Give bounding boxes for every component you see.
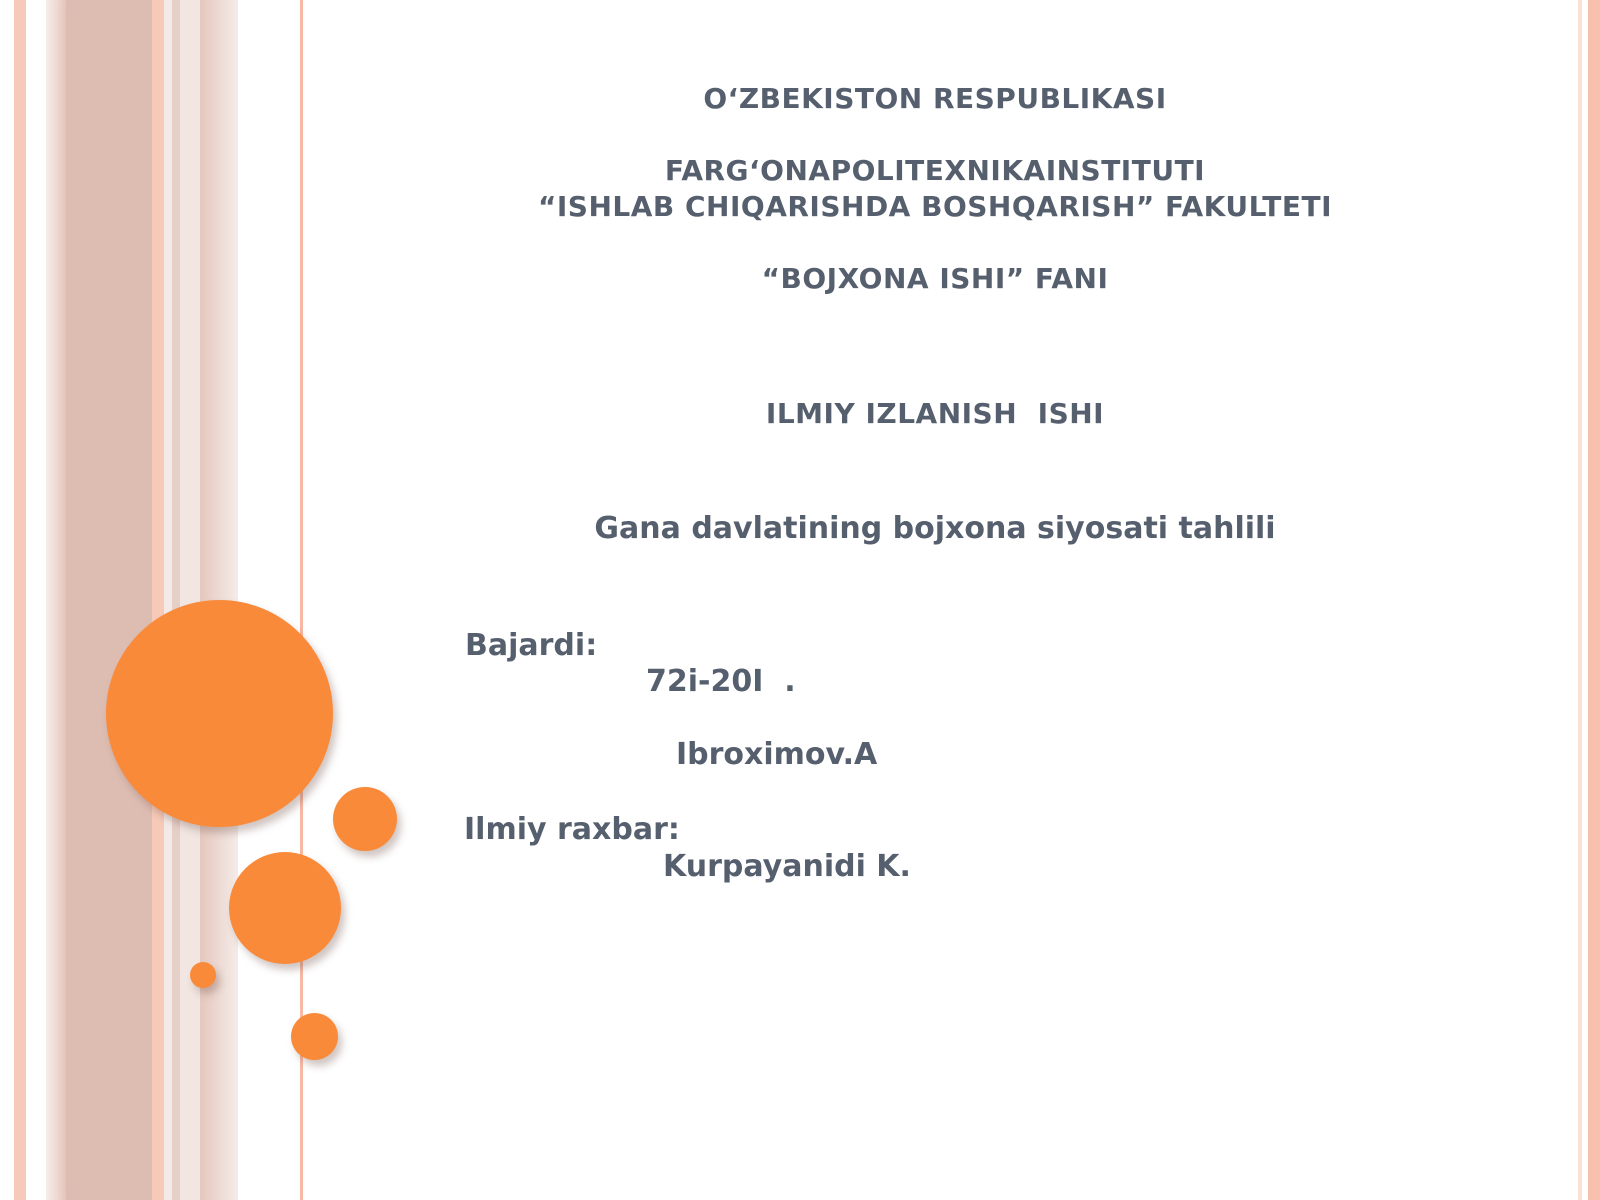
decor-stripe: [46, 0, 66, 1200]
supervisor-label: Ilmiy raxbar:: [464, 812, 680, 847]
decor-stripe: [1588, 0, 1600, 1200]
decor-stripe: [66, 0, 152, 1200]
topic-title: Gana davlatining bojxona siyosati tahlili: [594, 511, 1276, 546]
author-name: Ibroximov.A: [676, 737, 878, 772]
decor-stripe: [164, 0, 172, 1200]
decor-stripe: [152, 0, 164, 1200]
decor-circle-small: [333, 787, 397, 851]
faculty-heading: “ISHLAB CHIQARISHDA BOSHQARISH” FAKULTETI: [537, 190, 1333, 223]
decor-circle-tiny: [190, 962, 216, 988]
decor-stripe: [180, 0, 200, 1200]
decor-stripe: [14, 0, 26, 1200]
decor-circle-small: [291, 1013, 338, 1060]
decor-circle-large: [106, 600, 333, 827]
author-group: 72i-20I .: [646, 664, 796, 699]
decor-circle-medium: [229, 852, 341, 964]
author-label: Bajardi:: [465, 628, 598, 663]
institute-heading: FARG‘ONAPOLITEXNIKAINSTITUTI: [664, 154, 1206, 187]
country-heading: O‘ZBEKISTON RESPUBLIKASI: [703, 82, 1167, 115]
subject-heading: “BOJXONA ISHI” FANI: [761, 262, 1109, 295]
decor-stripe: [172, 0, 180, 1200]
supervisor-name: Kurpayanidi K.: [663, 849, 911, 884]
work-type-heading: ILMIY IZLANISH ISHI: [765, 397, 1105, 430]
decor-stripe: [1578, 0, 1582, 1200]
